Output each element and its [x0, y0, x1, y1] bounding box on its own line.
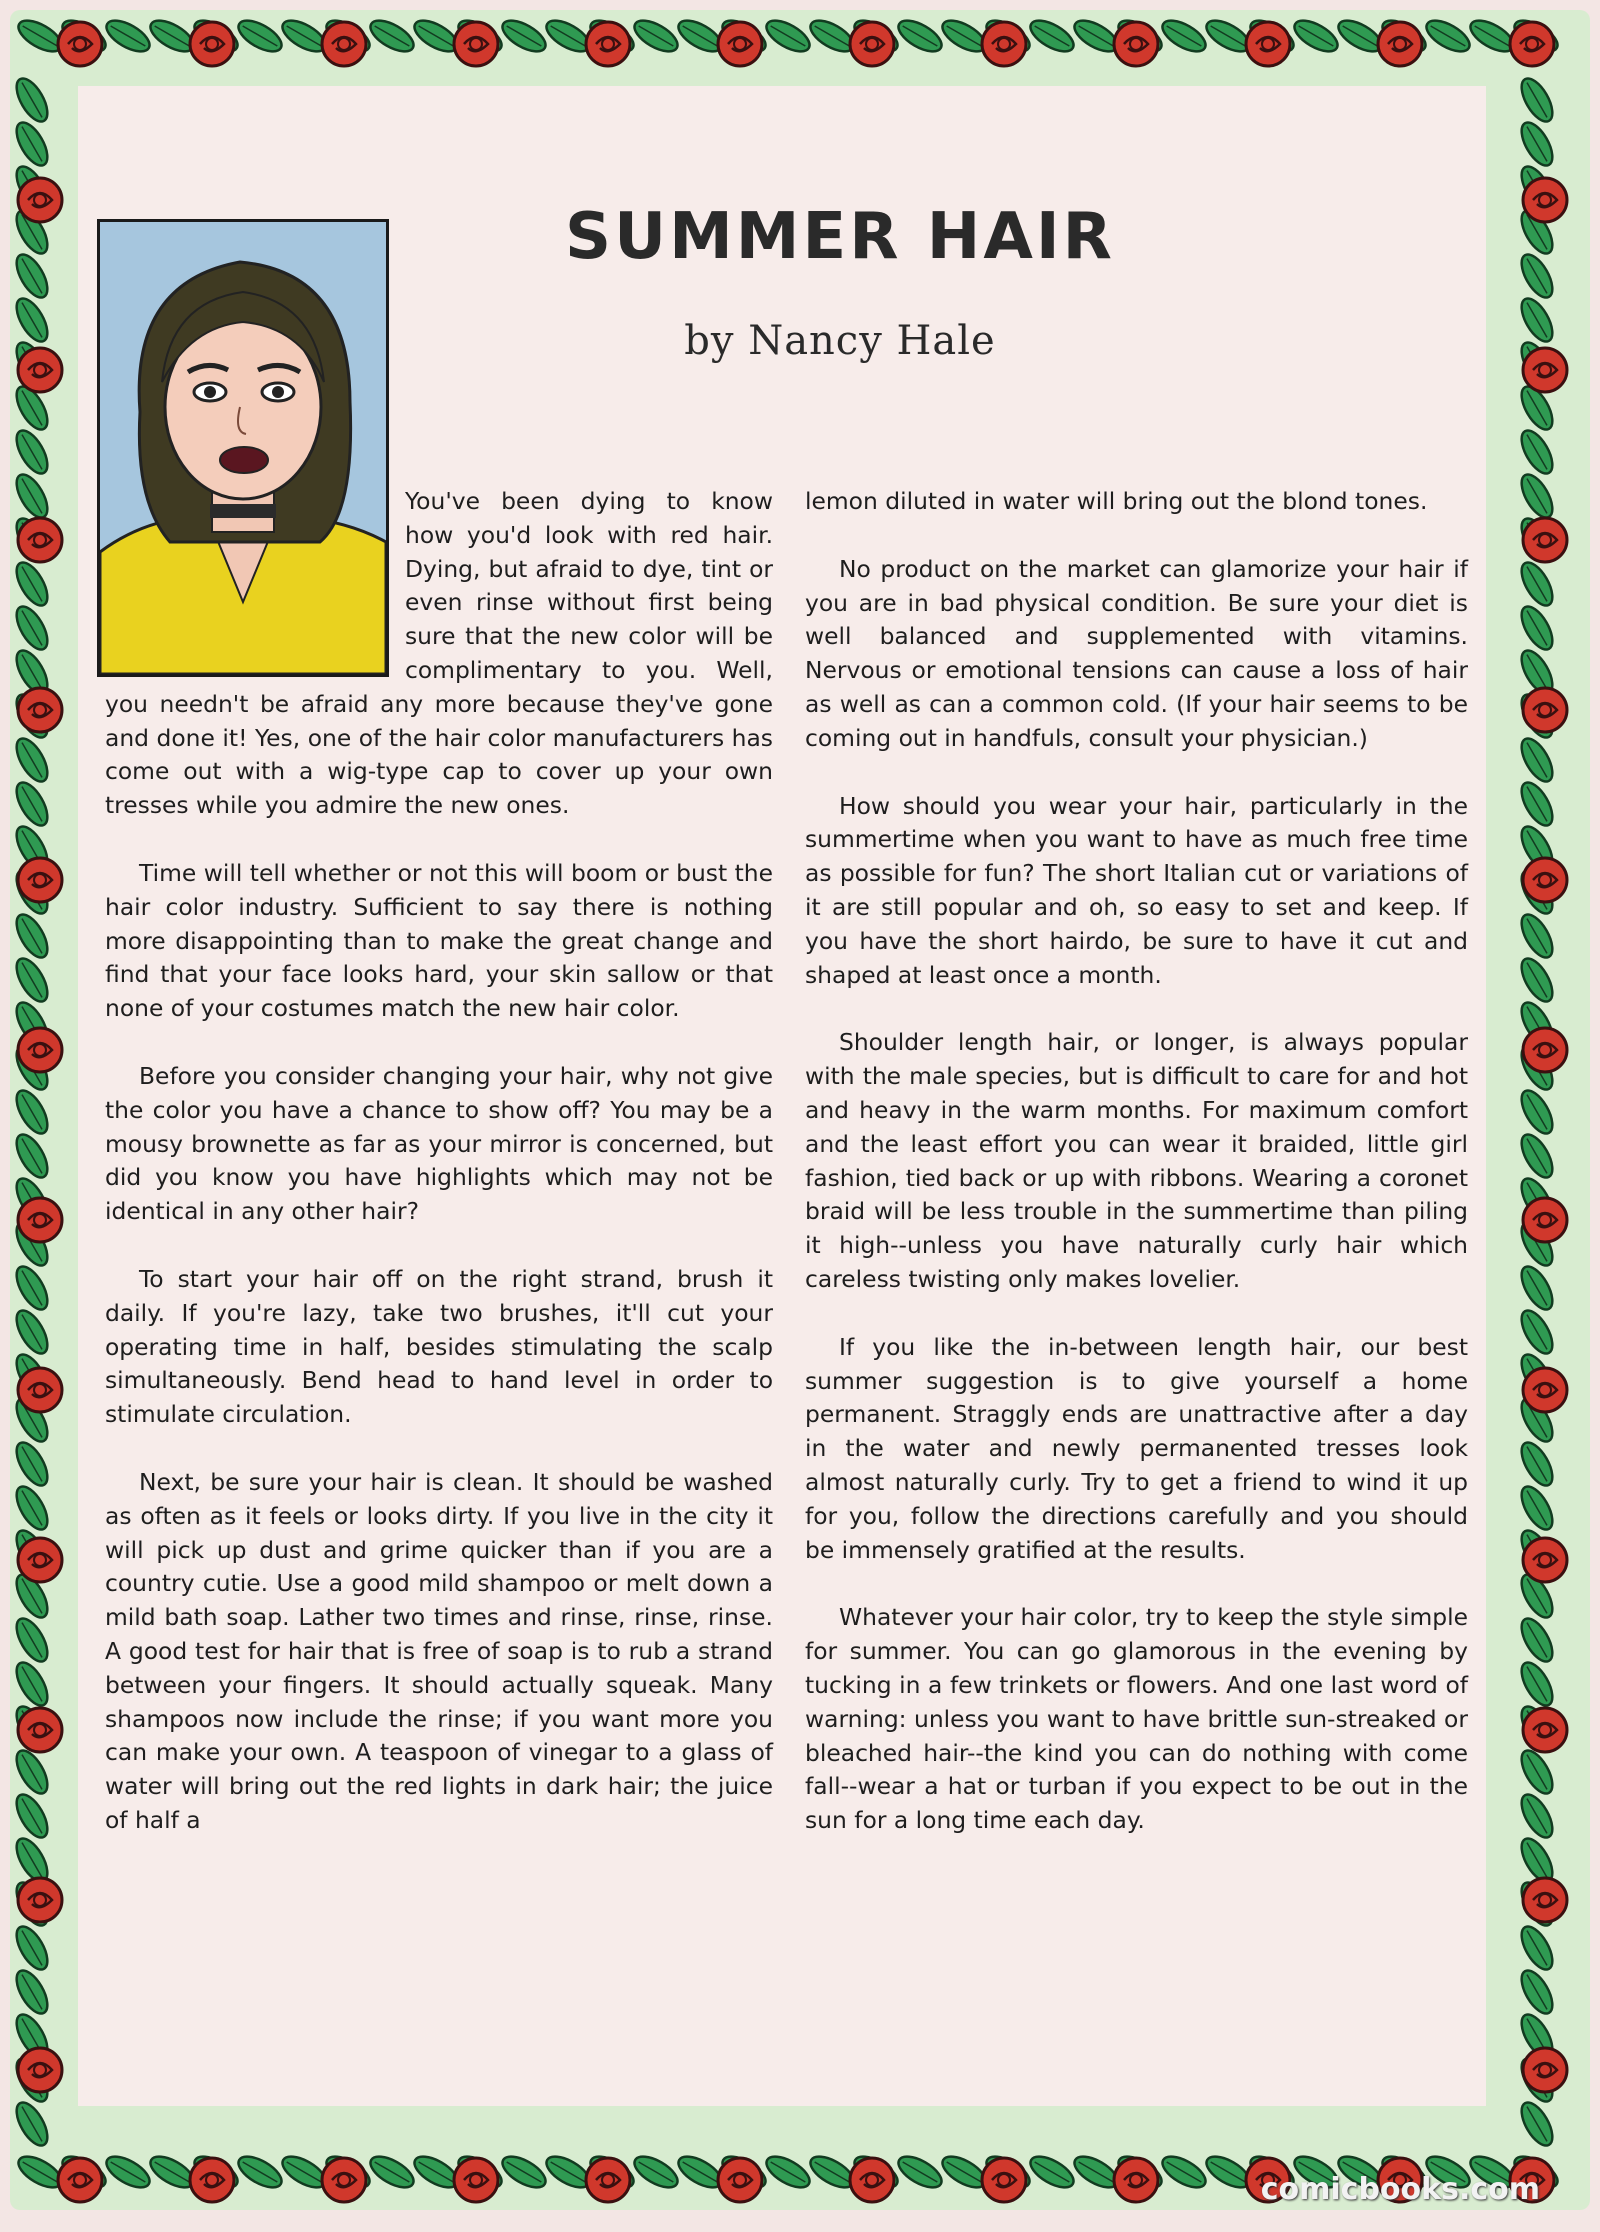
paragraph: Whatever your hair color, try to keep the style simple for summer. You can go glamorous in the evening by tucking in a few trinkets or flowers. And one last word of warning: unless you want to have brittle sun-streaked or bleached hair--the kind you can do nothing with come fall--wear a hat or turban if you expect to be out in the sun for a long time each day. — [805, 1603, 1468, 1835]
watermark-text: comicbooks.com — [1260, 2172, 1540, 2207]
paragraph: Shoulder length hair, or longer, is always popular with the male species, but is difficult to care for and hot and heavy in the warm months. For maximum comfort and the least effort you can wear it braided, little girl fashion, tied back or up with ribbons. Wearing a coronet braid will be less trouble in the summertime than piling it high--unless you have naturally curly hair which careless twisting only makes lovelier. — [805, 1028, 1468, 1293]
paragraph: How should you wear your hair, particularly in the summertime when you want to have as much free time as possible for fun? The short Italian cut or variations of it are still popular and oh, so easy to set and keep. If you have the short hairdo, be sure to have it cut and shaped at least once a month. — [805, 791, 1468, 989]
article-title: SUMMER HAIR — [565, 200, 1115, 274]
article-column-right — [805, 485, 1468, 1872]
paragraph: Next, be sure your hair is clean. It should be washed as often as it feels or looks dirty. If you live in the city it will pick up dust and grime quicker than if you are a country cutie. Use a good mild shampoo or melt down a mild bath soap. Lather two times and rinse, rinse, rinse. A good test for hair that is free of soap is to rub a strand between your fingers. It should actually squeak. Many shampoos now include the rinse; if you want more you can make your own. A teaspoon of vinegar to a glass of water will bring out the red lights in dark hair; the juice of half a — [105, 1467, 773, 1834]
article-byline: by Nancy Hale — [684, 318, 996, 364]
paragraph: You've been dying to know how you'd look with red hair. Dying, but afraid to dye, tint or even rinse without first being sure that the new color will be complimentary to you. Well, you needn't be afraid any more because they've gone and done it! Yes, one of the hair color manufacturers has come out with a wig-type cap to cover up your own tresses while you admire the new ones. — [105, 487, 773, 820]
paragraph: Time will tell whether or not this will boom or bust the hair color industry. Sufficient to say there is nothing more disappointing than to make the great change and find that your face looks hard, your skin sallow or that none of your costumes match the new hair color. — [105, 858, 773, 1023]
paragraph: If you like the in-between length hair, our best summer suggestion is to give yourself a home permanent. Straggly ends are unattractive after a day in the water and newly permanented tresses look almost naturally curly. Try to get a friend to wind it up for you, follow the directions carefully and you should be immensely gratified at the results. — [805, 1332, 1468, 1564]
paragraph: Before you consider changing your hair, why not give the color you have a chance to show off? You may be a mousy brownette as far as your mirror is concerned, but did you know you have highlights which may not be identical in any other hair? — [105, 1061, 773, 1226]
paragraph: To start your hair off on the right strand, brush it daily. If you're lazy, take two brushes, it'll cut your operating time in half, besides stimulating the scalp simultaneously. Bend head to hand level in order to stimulate circulation. — [105, 1264, 773, 1429]
article-column-left — [105, 485, 773, 1872]
paragraph: No product on the market can glamorize your hair if you are in bad physical condition. Be sure your diet is well balanced and supplemented with vitamins. Nervous or emotional tensions can cause a loss of hair as well as can a common cold. (If your hair seems to be coming out in handfuls, consult your physician.) — [805, 554, 1468, 752]
paragraph: lemon diluted in water will bring out the blond tones. — [805, 487, 1428, 515]
